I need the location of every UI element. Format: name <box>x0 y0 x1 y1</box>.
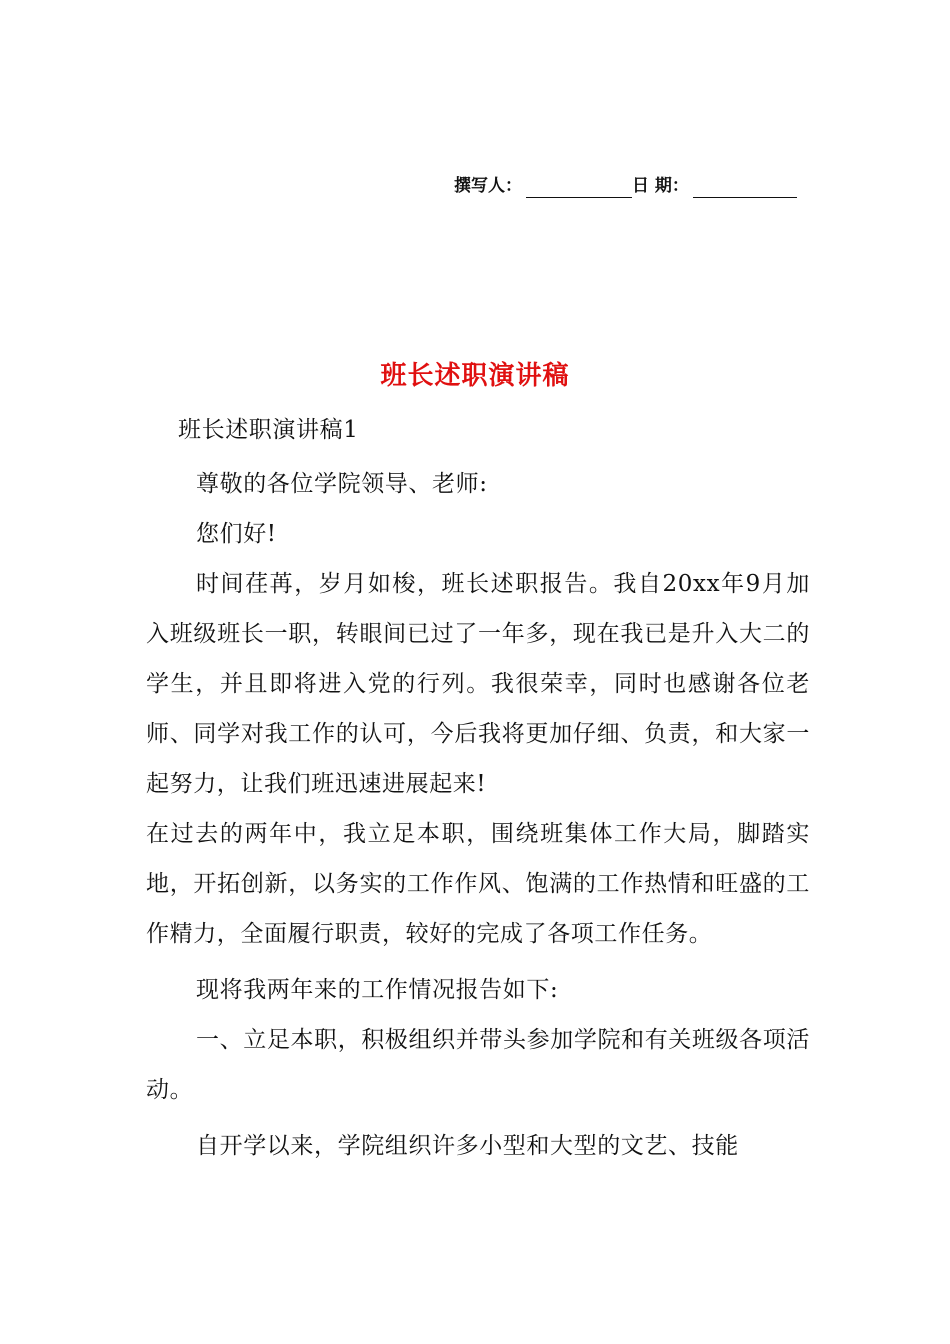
hello-paragraph: 您们好! <box>196 521 277 547</box>
author-blank <box>526 177 632 198</box>
date-blank <box>693 177 797 198</box>
section-one-paragraph: 自开学以来，学院组织许多小型和大型的文艺、技能 <box>196 1133 739 1159</box>
section-one-heading: 一、立足本职，积极组织并带头参加学院和有关班级各项活动。 <box>146 1027 810 1103</box>
section-subtitle: 班长述职演讲稿1 <box>178 417 359 443</box>
date-label: 日 期： <box>632 176 689 196</box>
author-label: 撰写人： <box>454 176 522 196</box>
greeting-paragraph: 尊敬的各位学院领导、老师: <box>196 471 488 497</box>
intro-paragraph: 时间荏苒，岁月如梭，班长述职报告。我自20xx年9月加入班级班长一职，转眼间已过了一年多，现在我已是升入大二的学生，并且即将进入党的行列。我很荣幸，同时也感谢各位老师、同学对我工作的认可，今后我将更加仔细、负责，和大家一起努力，让我们班迅速进展起来! <box>146 571 810 797</box>
document-title: 班长述职演讲稿 <box>380 361 570 391</box>
header-signature-line <box>454 174 814 198</box>
report-intro-paragraph: 现将我两年来的工作情况报告如下: <box>196 977 559 1003</box>
summary-paragraph: 在过去的两年中，我立足本职，围绕班集体工作大局，脚踏实地，开拓创新，以务实的工作作风、饱满的工作热情和旺盛的工作精力，全面履行职责，较好的完成了各项工作任务。 <box>146 821 810 947</box>
document-body <box>146 405 810 1171</box>
